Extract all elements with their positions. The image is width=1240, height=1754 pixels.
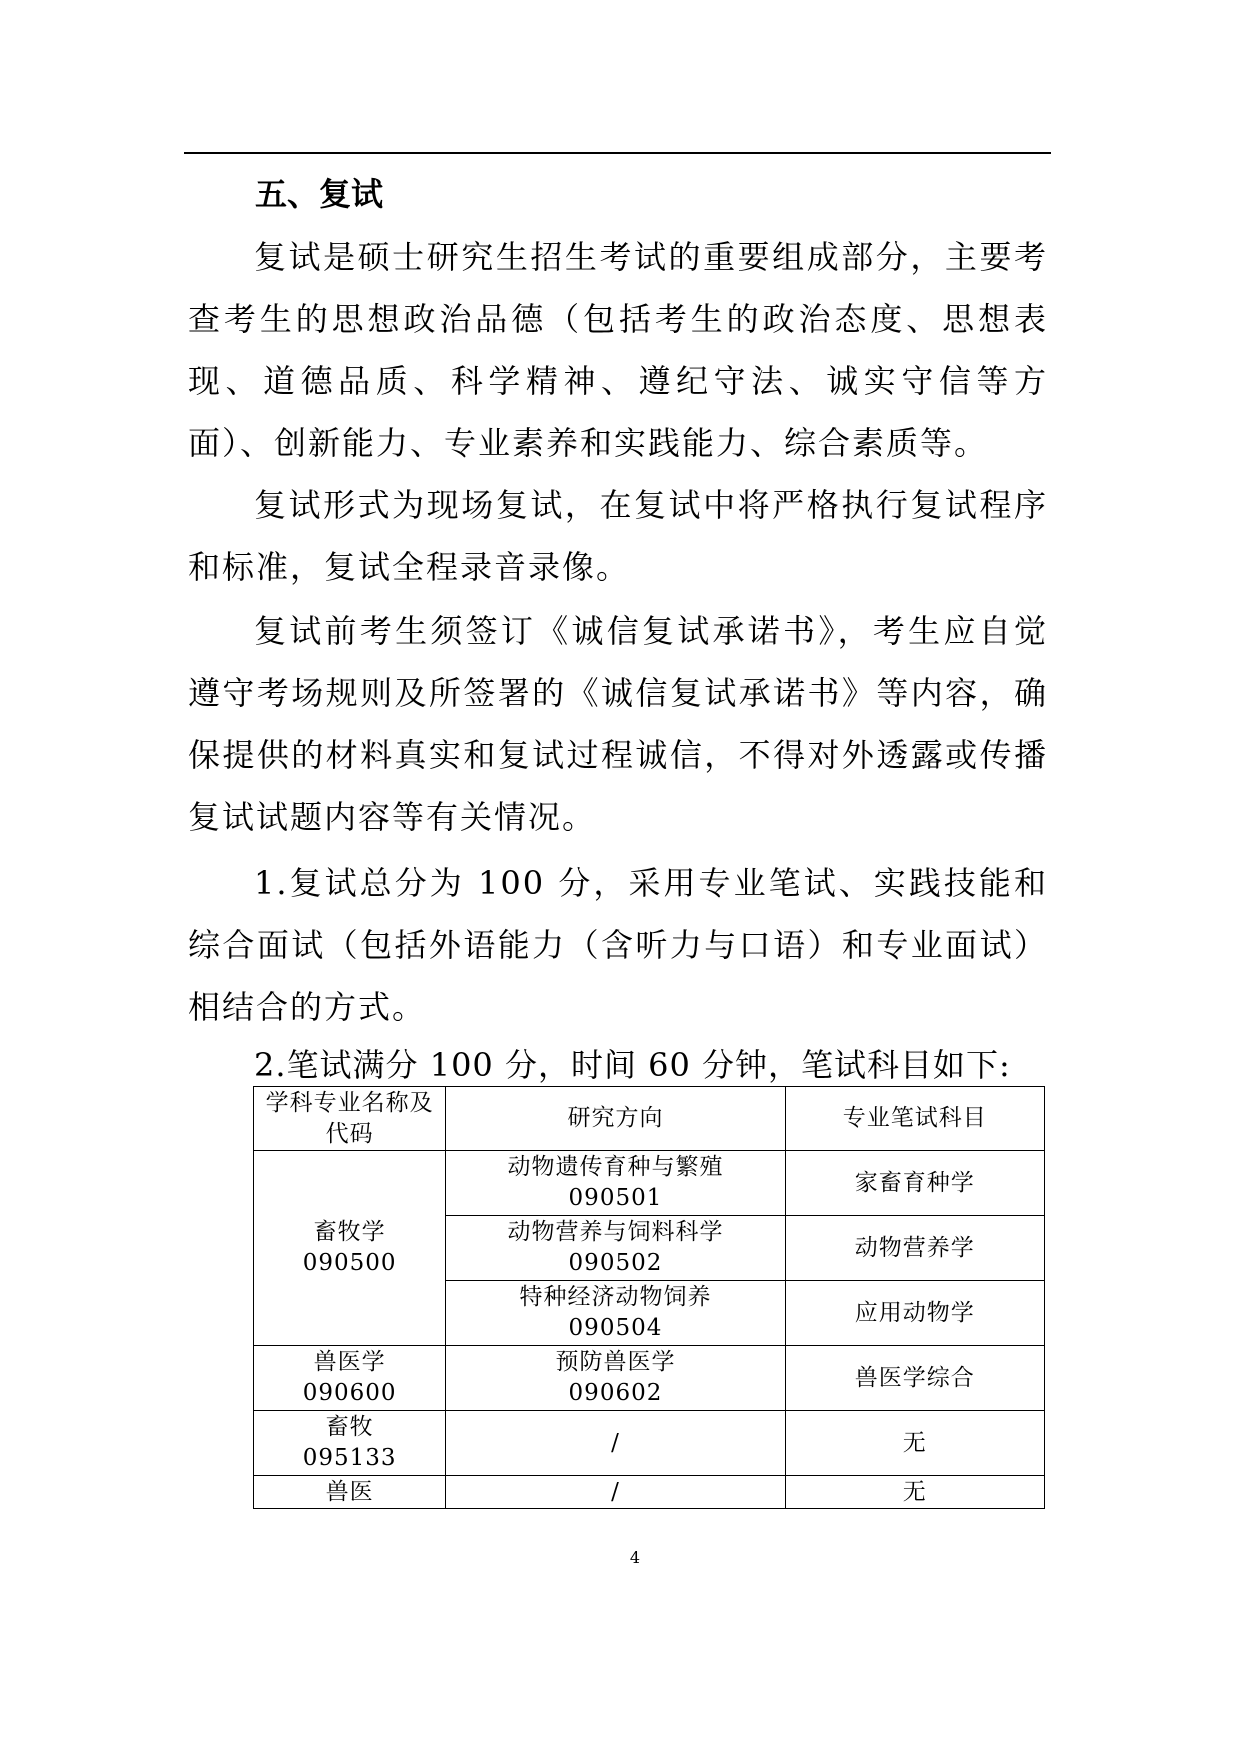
section-heading: 五、复试 xyxy=(255,175,384,213)
direction-name: 动物遗传育种与繁殖 xyxy=(507,1154,724,1180)
table-intro: 2.笔试满分 100 分，时间 60 分钟，笔试科目如下: xyxy=(254,1046,1011,1084)
header-rule xyxy=(184,152,1051,154)
discipline-cell xyxy=(254,1411,446,1476)
header-subject: 专业笔试科目 xyxy=(785,1087,1044,1151)
discipline-code: 095133 xyxy=(302,1445,397,1471)
direction-name: 预防兽医学 xyxy=(555,1349,676,1375)
discipline-cell: 兽医 xyxy=(254,1476,446,1509)
table-row xyxy=(254,1476,1045,1509)
paragraph-integrity-pledge: 复试前考生须签订《诚信复试承诺书》，考生应自觉遵守考场规则及所签署的《诚信复试承诺书》等内容，确保提供的材料真实和复试过程诚信，不得对外透露或传播复试试题内容等有关情况。 xyxy=(188,612,1048,836)
subject-cell: 兽医学综合 xyxy=(785,1346,1044,1411)
table-row xyxy=(254,1411,1045,1476)
subject-cell: 动物营养学 xyxy=(785,1216,1044,1281)
subject-cell: 无 xyxy=(785,1411,1044,1476)
direction-cell: / xyxy=(446,1476,785,1509)
subject-cell: 应用动物学 xyxy=(785,1281,1044,1346)
discipline-code: 090500 xyxy=(302,1250,397,1276)
header-direction: 研究方向 xyxy=(446,1087,785,1151)
written-exam-table xyxy=(253,1086,1045,1509)
discipline-name: 兽医学 xyxy=(313,1349,386,1375)
direction-cell: / xyxy=(446,1411,785,1476)
direction-name: 特种经济动物饲养 xyxy=(519,1284,712,1310)
page-number: 4 xyxy=(629,1548,641,1567)
header-discipline: 学科专业名称及代码 xyxy=(254,1087,446,1151)
direction-cell xyxy=(446,1216,785,1281)
discipline-cell xyxy=(254,1151,446,1346)
direction-name: 动物营养与饲料科学 xyxy=(507,1219,724,1245)
table-row xyxy=(254,1151,1045,1216)
direction-code: 090602 xyxy=(568,1380,663,1406)
subject-cell: 无 xyxy=(785,1476,1044,1509)
table-row xyxy=(254,1346,1045,1411)
discipline-code: 090600 xyxy=(302,1380,397,1406)
discipline-name: 畜牧学 xyxy=(313,1219,386,1245)
paragraph-retest-format: 复试形式为现场复试，在复试中将严格执行复试程序和标准，复试全程录音录像。 xyxy=(188,486,1048,586)
paragraph-score-composition: 1.复试总分为 100 分，采用专业笔试、实践技能和综合面试（包括外语能力（含听力与口语）和专业面试）相结合的方式。 xyxy=(188,864,1048,1026)
discipline-cell xyxy=(254,1346,446,1411)
direction-code: 090501 xyxy=(568,1185,663,1211)
direction-cell xyxy=(446,1346,785,1411)
direction-code: 090504 xyxy=(568,1315,663,1341)
table-header-row xyxy=(254,1087,1045,1151)
direction-cell xyxy=(446,1281,785,1346)
subject-cell: 家畜育种学 xyxy=(785,1151,1044,1216)
direction-cell xyxy=(446,1151,785,1216)
direction-code: 090502 xyxy=(568,1250,663,1276)
paragraph-retest-purpose: 复试是硕士研究生招生考试的重要组成部分，主要考查考生的思想政治品德（包括考生的政治态度、思想表现、道德品质、科学精神、遵纪守法、诚实守信等方面）、创新能力、专业素养和实践能力、综合素质等。 xyxy=(188,238,1048,462)
discipline-name: 畜牧 xyxy=(325,1414,374,1440)
